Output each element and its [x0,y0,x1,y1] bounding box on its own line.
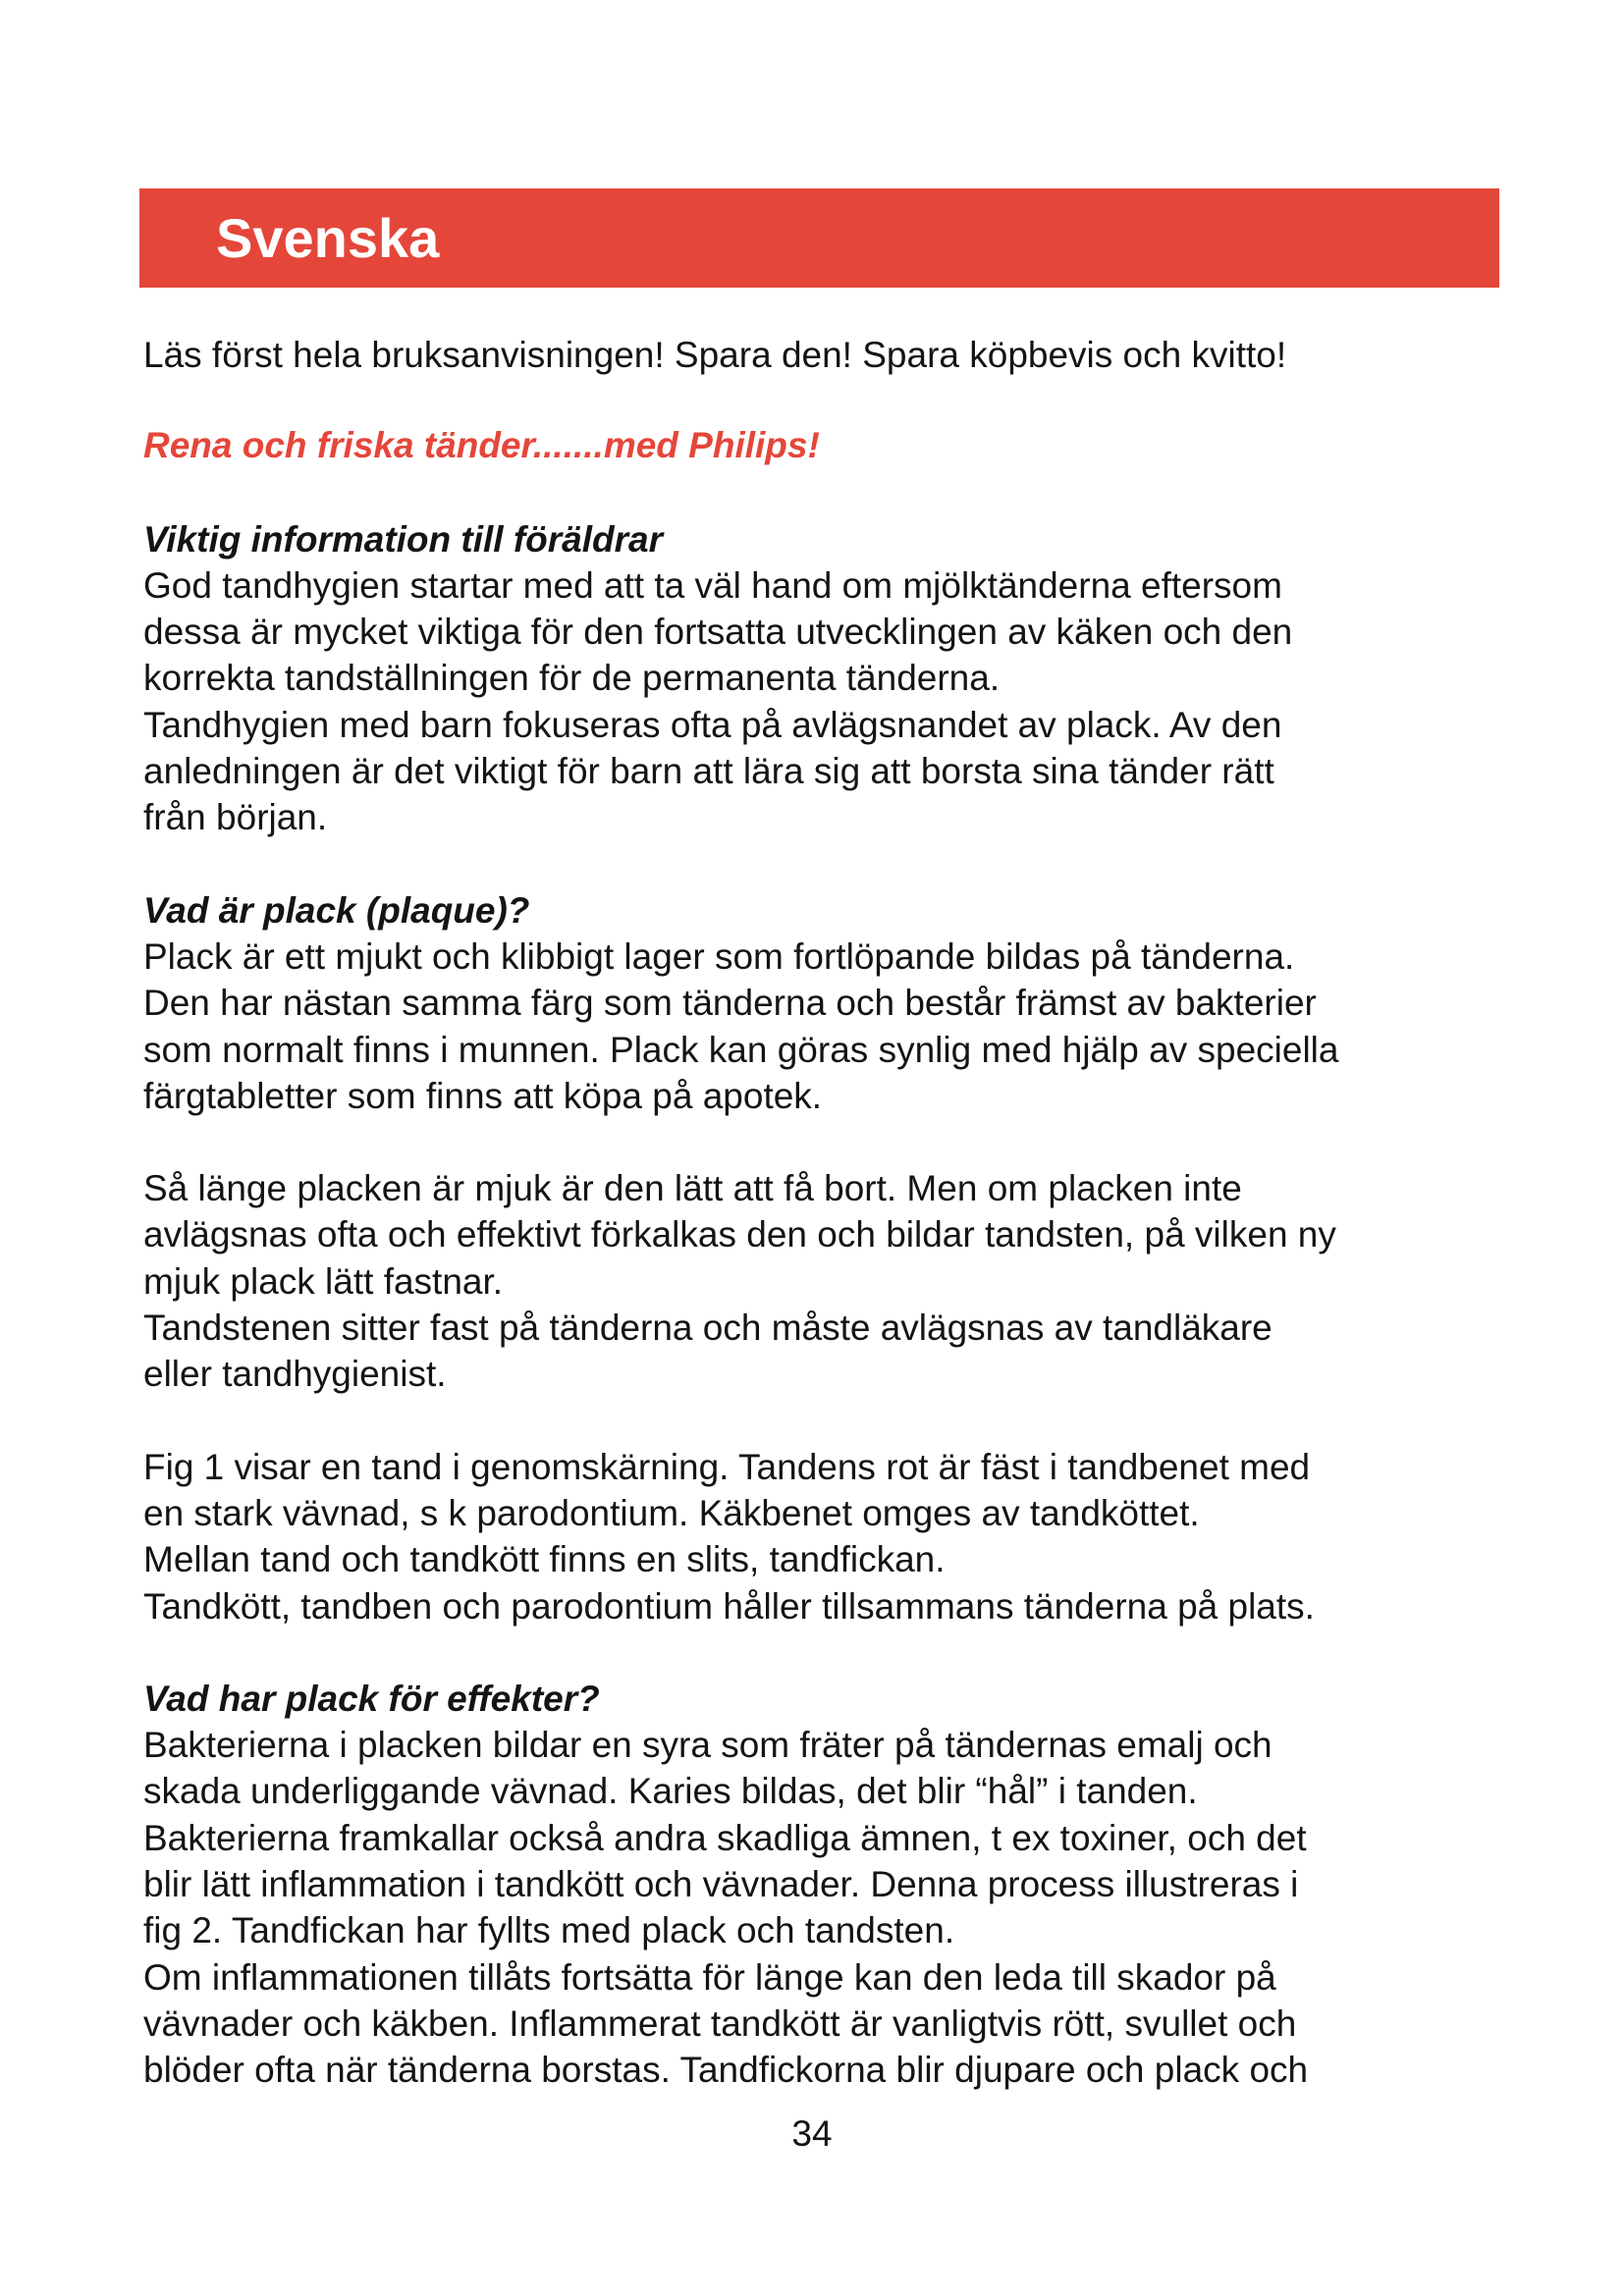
paragraph-line: Om inflammationen tillåts fortsätta för länge kan den leda till skador på [143,1956,1276,1998]
paragraph-line: från början. [143,797,328,838]
spacer [143,1398,1518,1444]
paragraph-line: anledningen är det viktigt för barn att lära sig att borsta sina tänder rätt [143,751,1274,792]
paragraph-line: dessa är mycket viktiga för den fortsatta utvecklingen av käken och den [143,612,1293,653]
paragraph-line: God tandhygien startar med att ta väl hand om mjölktänderna eftersom [143,564,1282,606]
paragraph-line: blir lätt inflammation i tandkött och vävnader. Denna process illustreras i [143,1864,1299,1905]
paragraph-line: Tandhygien med barn fokuseras ofta på avlägsnandet av plack. Av den [143,704,1282,745]
page-number: 34 [791,2113,833,2154]
paragraph-line: eller tandhygienist. [143,1354,447,1395]
paragraph-line: Bakterierna framkallar också andra skadliga ämnen, t ex toxiner, och det [143,1817,1307,1858]
paragraph-line: färgtabletter som finns att köpa på apotek. [143,1075,823,1116]
paragraph-line: vävnader och käkben. Inflammerat tandkött är vanligtvis rött, svullet och [143,2002,1297,2044]
language-header-bar [139,188,1499,288]
paragraph-line: blöder ofta när tänderna borstas. Tandfickorna blir djupare och plack och [143,2050,1309,2091]
paragraph-line: mjuk plack lätt fastnar. [143,1260,504,1302]
tagline: Rena och friska tänder.......med Philips! [143,425,820,466]
section-heading-plaque: Vad är plack (plaque)? [143,889,530,931]
paragraph-line: Fig 1 visar en tand i genomskärning. Tandens rot är fäst i tandbenet med [143,1446,1311,1487]
paragraph-line: en stark vävnad, s k parodontium. Käkbenet omges av tandköttet. [143,1492,1200,1533]
document-body [143,332,1518,2094]
paragraph-line: Mellan tand och tandkött finns en slits, tandfickan. [143,1539,946,1580]
paragraph-line: fig 2. Tandfickan har fyllts med plack och tandsten. [143,1910,955,1951]
paragraph-line: korrekta tandställningen för de permanenta tänderna. [143,658,1001,699]
paragraph-line: avlägsnas ofta och effektivt förkalkas den och bildar tandsten, på vilken ny [143,1214,1336,1255]
paragraph-line: Så länge placken är mjuk är den lätt att få bort. Men om placken inte [143,1168,1242,1209]
section-heading-effects: Vad har plack för effekter? [143,1678,600,1719]
paragraph-line: Tandstenen sitter fast på tänderna och måste avlägsnas av tandläkare [143,1308,1272,1349]
intro-text: Läs först hela bruksanvisningen! Spara den! Spara köpbevis och kvitto! [143,335,1287,375]
paragraph-line: Tandkött, tandben och parodontium håller tillsammans tänderna på plats. [143,1585,1315,1627]
spacer [143,1119,1518,1165]
paragraph-line: som normalt finns i munnen. Plack kan göras synlig med hjälp av speciella [143,1029,1339,1070]
language-title: Svenska [216,207,440,269]
paragraph-line: skada underliggande vävnad. Karies bildas, det blir “hål” i tanden. [143,1771,1198,1812]
paragraph-line: Den har nästan samma färg som tänderna och består främst av bakterier [143,983,1317,1024]
paragraph-line: Plack är ett mjukt och klibbigt lager som fortlöpande bildas på tänderna. [143,935,1295,977]
spacer [143,1629,1518,1676]
section-heading-parents: Viktig information till föräldrar [143,518,664,560]
paragraph-line: Bakterierna i placken bildar en syra som fräter på tändernas emalj och [143,1725,1272,1766]
spacer [143,841,1518,887]
